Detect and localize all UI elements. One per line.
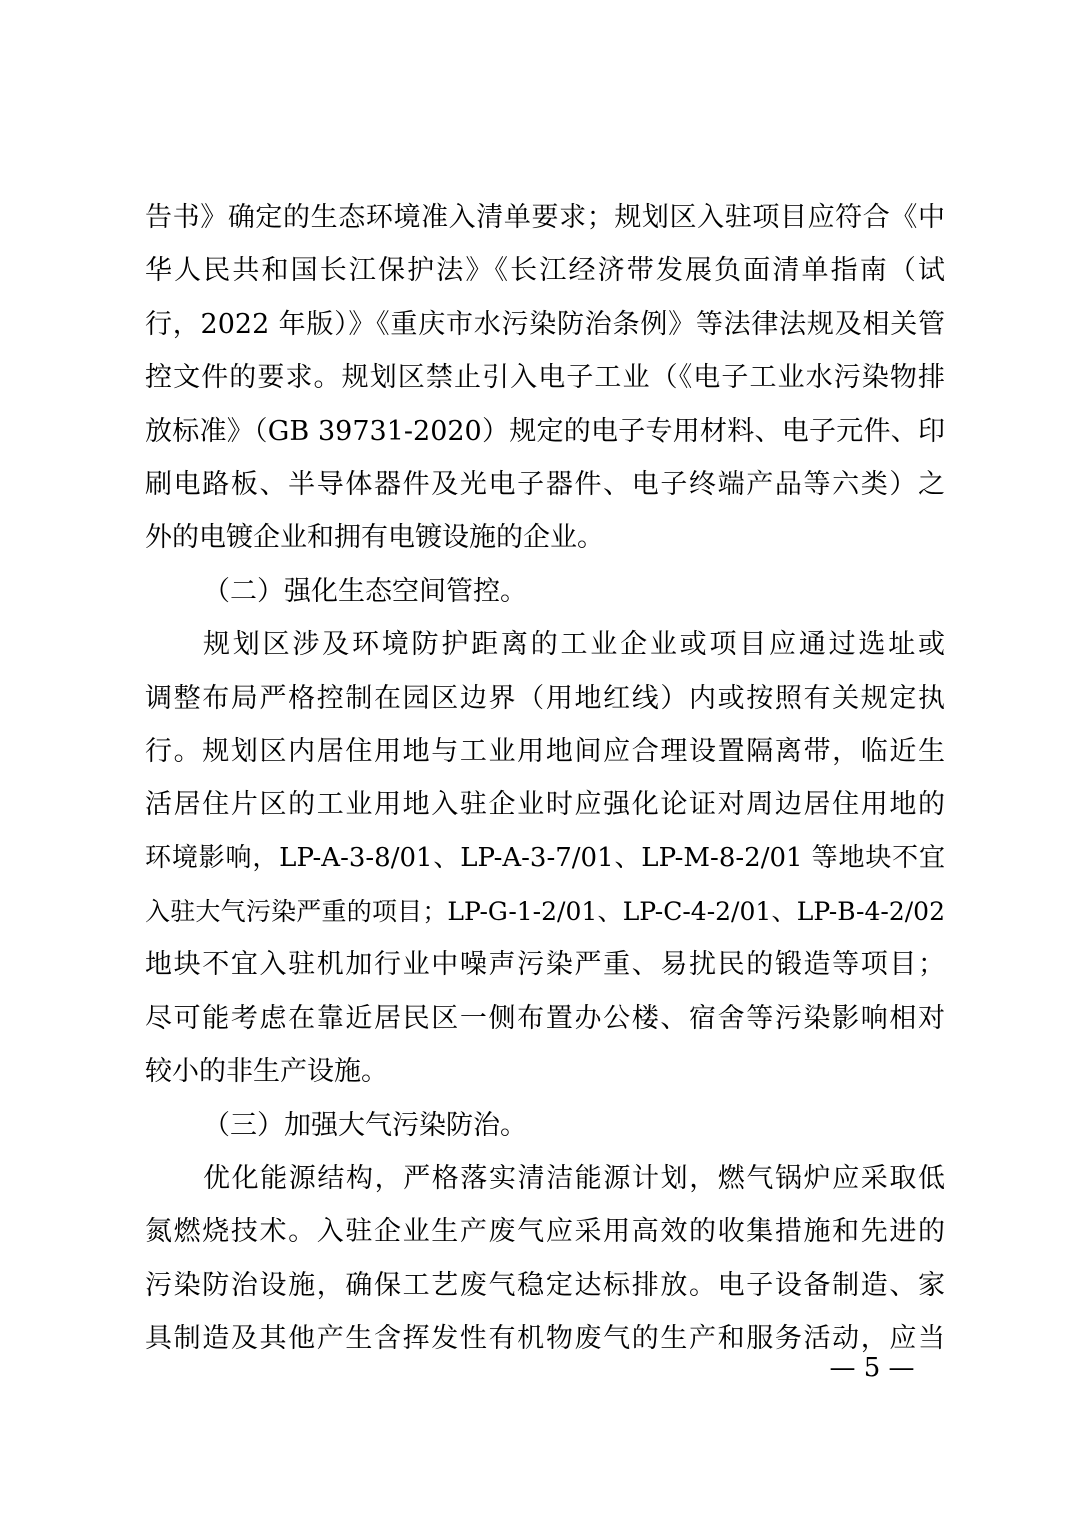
text-line-6: 刷电路板、半导体器件及光电子器件、电子终端产品等六类）之 [145,468,945,500]
text-line-16: 尽可能考虑在靠近居民区一侧布置办公楼、宿舍等污染影响相对 [145,1002,945,1034]
text-line-13: 环境影响，LP-A-3-8/01、LP-A-3-7/01、LP-M-8-2/01 等地块不宜 [145,842,945,873]
text-line-12: 活居住片区的工业用地入驻企业时应强化论证对周边居住用地的 [145,789,945,821]
section-heading-2: （二）强化生态空间管控。 [203,575,527,607]
text-line-22: 具制造及其他产生含挥发性有机物废气的生产和服务活动，应当 [145,1323,945,1355]
text-line-19: 优化能源结构，严格落实清洁能源计划，燃气锅炉应采取低 [203,1163,945,1195]
text-line-5: 放标准》（GB 39731-2020）规定的电子专用材料、电子元件、印 [145,415,945,447]
text-line-15: 地块不宜入驻机加行业中噪声污染严重、易扰民的锻造等项目； [145,949,945,981]
text-line-9: 规划区涉及环境防护距离的工业企业或项目应通过选址或 [203,629,945,661]
text-line-17: 较小的非生产设施。 [145,1056,388,1088]
text-line-11: 行。规划区内居住用地与工业用地间应合理设置隔离带，临近生 [145,735,945,767]
text-line-20: 氮燃烧技术。入驻企业生产废气应采用高效的收集措施和先进的 [145,1216,945,1248]
text-line-2: 华人民共和国长江保护法》《长江经济带发展负面清单指南（试 [145,255,945,287]
text-line-14: 入驻大气污染严重的项目；LP-G-1-2/01、LP-C-4-2/01、LP-B-4-2/02 [145,897,945,927]
text-line-10: 调整布局严格控制在园区边界（用地红线）内或按照有关规定执 [145,682,945,714]
text-line-1: 告书》确定的生态环境准入清单要求；规划区入驻项目应符合《中 [145,202,945,233]
document-body [145,191,945,1366]
text-line-7: 外的电镀企业和拥有电镀设施的企业。 [145,522,604,554]
text-line-3: 行，2022 年版）》《重庆市水污染防治条例》等法律法规及相关管 [145,308,945,340]
text-line-4: 控文件的要求。规划区禁止引入电子工业（《电子工业水污染物排 [145,362,945,394]
text-line-21: 污染防治设施，确保工艺废气稳定达标排放。电子设备制造、家 [145,1269,945,1301]
page-number: — 5 — [829,1353,915,1383]
section-heading-3: （三）加强大气污染防治。 [203,1109,527,1141]
